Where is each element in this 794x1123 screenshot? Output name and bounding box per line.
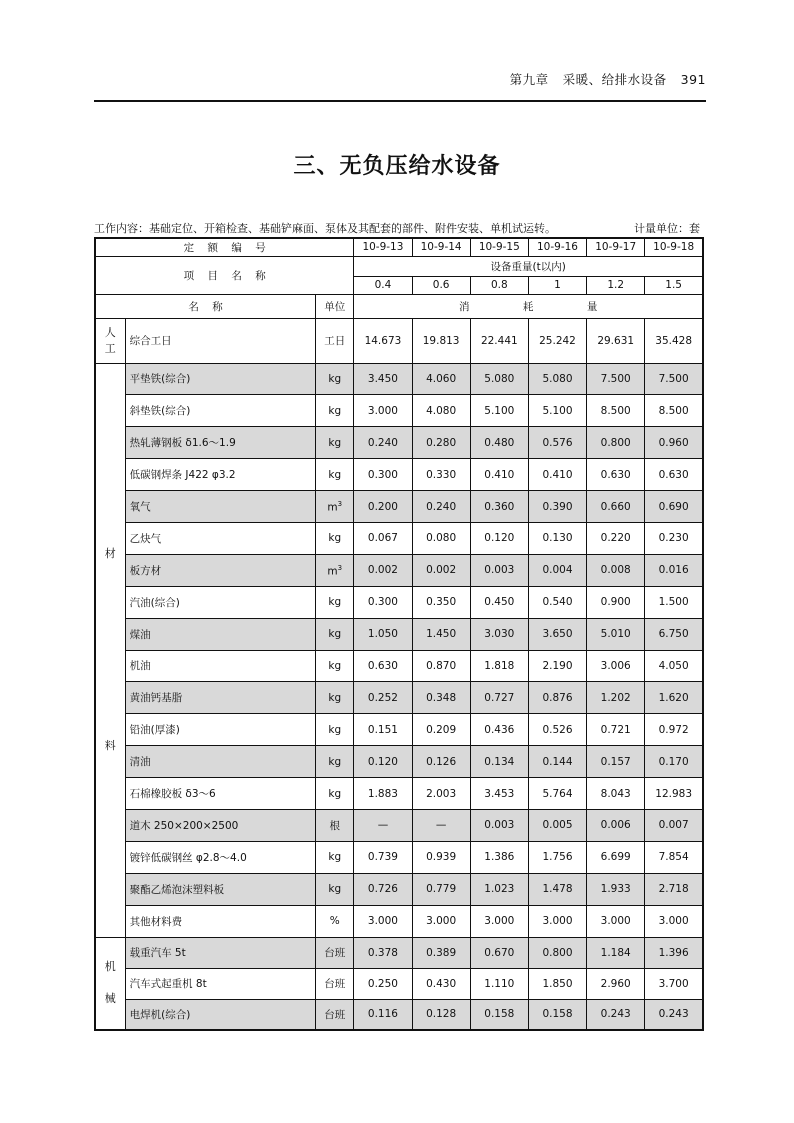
item-value: 25.242 (528, 318, 586, 363)
item-value: 0.080 (412, 522, 470, 554)
item-value: 7.500 (587, 363, 645, 395)
weight-value: 0.6 (412, 276, 470, 294)
item-unit: kg (316, 873, 354, 905)
material-row (95, 746, 703, 778)
item-value: — (412, 809, 470, 841)
page-title: 三、无负压给水设备 (293, 154, 501, 179)
item-value: 7.500 (645, 363, 703, 395)
item-value: 2.718 (645, 873, 703, 905)
item-value: 0.526 (528, 714, 586, 746)
measure-unit: 计量单位：套 (634, 222, 700, 235)
item-unit: $m^3$ (316, 554, 354, 586)
item-value: 14.673 (354, 318, 412, 363)
item-value: 0.252 (354, 682, 412, 714)
item-value: 0.360 (470, 491, 528, 523)
item-value: 0.151 (354, 714, 412, 746)
item-value: 0.130 (528, 522, 586, 554)
item-value: 0.389 (412, 937, 470, 968)
item-value: 0.350 (412, 586, 470, 618)
item-unit: kg (316, 746, 354, 778)
item-value: 0.158 (528, 999, 586, 1030)
quota-code: 10-9-16 (528, 238, 586, 256)
item-value: 0.120 (354, 746, 412, 778)
name-header: 名 称 (95, 294, 316, 318)
item-value: 0.690 (645, 491, 703, 523)
item-value: 5.764 (528, 778, 586, 810)
unit-header: 单位 (316, 294, 354, 318)
item-name: 斜垫铁(综合) (125, 395, 316, 427)
item-name: 汽车式起重机 8t (125, 968, 316, 999)
item-value: 1.202 (587, 682, 645, 714)
item-value: 5.100 (470, 395, 528, 427)
quota-code: 10-9-15 (470, 238, 528, 256)
item-value: 0.220 (587, 522, 645, 554)
item-value: 0.378 (354, 937, 412, 968)
item-value: 0.128 (412, 999, 470, 1030)
material-category: 材 料 (95, 363, 125, 937)
item-value: 0.134 (470, 746, 528, 778)
material-row (95, 491, 703, 523)
item-unit: 工日 (316, 318, 354, 363)
item-value: 8.500 (587, 395, 645, 427)
item-value: 1.883 (354, 778, 412, 810)
weight-value: 1.2 (587, 276, 645, 294)
work-content-line (94, 220, 706, 236)
material-row (95, 459, 703, 491)
item-value: 3.006 (587, 650, 645, 682)
item-value: 3.000 (587, 905, 645, 937)
item-value: 2.003 (412, 778, 470, 810)
item-value: 1.620 (645, 682, 703, 714)
material-row (95, 873, 703, 905)
item-value: 0.116 (354, 999, 412, 1030)
item-value: 0.170 (645, 746, 703, 778)
item-value: 0.576 (528, 427, 586, 459)
item-value: 0.002 (412, 554, 470, 586)
item-value: 4.050 (645, 650, 703, 682)
item-value: 7.854 (645, 841, 703, 873)
item-value: 0.300 (354, 459, 412, 491)
item-value: 3.650 (528, 618, 586, 650)
item-value: 0.436 (470, 714, 528, 746)
running-head (94, 70, 706, 92)
item-unit: kg (316, 586, 354, 618)
item-value: 0.800 (528, 937, 586, 968)
item-value: 1.050 (354, 618, 412, 650)
weight-value: 1 (528, 276, 586, 294)
item-value: 0.240 (354, 427, 412, 459)
item-value: 0.800 (587, 427, 645, 459)
item-value: 0.960 (645, 427, 703, 459)
item-value: 0.410 (470, 459, 528, 491)
item-value: 0.200 (354, 491, 412, 523)
item-name: 机油 (125, 650, 316, 682)
item-value: 0.126 (412, 746, 470, 778)
consumption-header: 消 耗 量 (354, 294, 703, 318)
item-value: 0.006 (587, 809, 645, 841)
item-value: 0.430 (412, 968, 470, 999)
item-value: 0.003 (470, 554, 528, 586)
item-value: 3.700 (645, 968, 703, 999)
item-value: 5.010 (587, 618, 645, 650)
item-unit: kg (316, 427, 354, 459)
quota-code: 10-9-14 (412, 238, 470, 256)
material-row (95, 841, 703, 873)
quota-code: 10-9-18 (645, 238, 703, 256)
item-value: 0.067 (354, 522, 412, 554)
work-content: 工作内容：基础定位、开箱检查、基础铲麻面、泵体及其配套的部件、附件安装、单机试运转。 (94, 222, 556, 235)
item-value: 1.933 (587, 873, 645, 905)
item-value: 3.030 (470, 618, 528, 650)
weight-value: 0.8 (470, 276, 528, 294)
material-row (95, 427, 703, 459)
chapter-label: 第九章 (509, 72, 549, 87)
item-unit: kg (316, 618, 354, 650)
item-value: 0.876 (528, 682, 586, 714)
item-value: 0.002 (354, 554, 412, 586)
item-value: 1.386 (470, 841, 528, 873)
weight-value: 1.5 (645, 276, 703, 294)
item-unit: $m^3$ (316, 491, 354, 523)
machinery-row (95, 999, 703, 1030)
material-row (95, 778, 703, 810)
item-value: 1.500 (645, 586, 703, 618)
item-value: 0.410 (528, 459, 586, 491)
item-name: 煤油 (125, 618, 316, 650)
weight-label-row (95, 256, 703, 276)
item-value: 0.003 (470, 809, 528, 841)
material-row (95, 682, 703, 714)
item-value: 0.939 (412, 841, 470, 873)
item-value: 1.110 (470, 968, 528, 999)
material-row (95, 363, 703, 395)
item-value: 5.080 (470, 363, 528, 395)
page-number: 391 (680, 72, 706, 87)
item-value: 0.540 (528, 586, 586, 618)
item-value: 0.005 (528, 809, 586, 841)
material-row (95, 586, 703, 618)
item-value: 2.190 (528, 650, 586, 682)
item-name: 电焊机(综合) (125, 999, 316, 1030)
machinery-row (95, 937, 703, 968)
quota-code: 10-9-13 (354, 238, 412, 256)
item-value: 4.060 (412, 363, 470, 395)
item-value: 4.080 (412, 395, 470, 427)
item-value: 6.750 (645, 618, 703, 650)
item-value: 8.043 (587, 778, 645, 810)
item-value: 0.008 (587, 554, 645, 586)
quota-table-body (95, 238, 703, 1030)
item-value: 0.209 (412, 714, 470, 746)
quota-code: 10-9-17 (587, 238, 645, 256)
material-row (95, 714, 703, 746)
item-value: 0.630 (587, 459, 645, 491)
item-unit: kg (316, 778, 354, 810)
item-value: 0.480 (470, 427, 528, 459)
item-value: 3.000 (354, 395, 412, 427)
material-row (95, 395, 703, 427)
machinery-row (95, 968, 703, 999)
item-value: — (354, 809, 412, 841)
item-value: 3.000 (528, 905, 586, 937)
item-value: 0.670 (470, 937, 528, 968)
item-value: 3.000 (470, 905, 528, 937)
item-name: 氧气 (125, 491, 316, 523)
item-value: 0.330 (412, 459, 470, 491)
item-name: 道木 250×200×2500 (125, 809, 316, 841)
header-rule (94, 100, 706, 102)
item-value: 0.144 (528, 746, 586, 778)
item-value: 0.004 (528, 554, 586, 586)
item-unit: kg (316, 841, 354, 873)
item-value: 3.453 (470, 778, 528, 810)
item-value: 1.450 (412, 618, 470, 650)
item-value: 0.739 (354, 841, 412, 873)
item-name: 平垫铁(综合) (125, 363, 316, 395)
item-value: 0.157 (587, 746, 645, 778)
item-value: 6.699 (587, 841, 645, 873)
material-row (95, 905, 703, 937)
material-row (95, 522, 703, 554)
weight-value: 0.4 (354, 276, 412, 294)
item-value: 0.450 (470, 586, 528, 618)
item-value: 0.779 (412, 873, 470, 905)
item-value: 5.100 (528, 395, 586, 427)
material-row (95, 618, 703, 650)
item-value: 0.300 (354, 586, 412, 618)
item-value: 0.390 (528, 491, 586, 523)
item-name: 铅油(厚漆) (125, 714, 316, 746)
item-name: 镀锌低碳钢丝 φ2.8～4.0 (125, 841, 316, 873)
item-name: 板方材 (125, 554, 316, 586)
item-value: 22.441 (470, 318, 528, 363)
item-value: 12.983 (645, 778, 703, 810)
item-value: 0.250 (354, 968, 412, 999)
item-value: 0.726 (354, 873, 412, 905)
section-label: 采暖、给排水设备 (562, 72, 667, 87)
item-name: 其他材料费 (125, 905, 316, 937)
item-name: 黄油钙基脂 (125, 682, 316, 714)
item-value: 0.016 (645, 554, 703, 586)
item-unit: kg (316, 522, 354, 554)
item-value: 0.727 (470, 682, 528, 714)
item-value: 0.007 (645, 809, 703, 841)
item-value: 0.120 (470, 522, 528, 554)
item-unit: kg (316, 459, 354, 491)
weight-label: 设备重量(t以内) (354, 256, 703, 276)
item-unit: 台班 (316, 968, 354, 999)
item-value: 0.900 (587, 586, 645, 618)
item-value: 0.230 (645, 522, 703, 554)
item-unit: kg (316, 363, 354, 395)
item-value: 0.660 (587, 491, 645, 523)
item-value: 1.756 (528, 841, 586, 873)
item-name: 汽油(综合) (125, 586, 316, 618)
item-unit: kg (316, 682, 354, 714)
item-value: 0.243 (587, 999, 645, 1030)
item-value: 0.972 (645, 714, 703, 746)
item-value: 1.396 (645, 937, 703, 968)
column-header-row (95, 294, 703, 318)
item-value: 1.023 (470, 873, 528, 905)
item-value: 35.428 (645, 318, 703, 363)
item-value: 3.000 (412, 905, 470, 937)
item-value: 3.450 (354, 363, 412, 395)
item-value: 0.243 (645, 999, 703, 1030)
quota-label: 定 额 编 号 (95, 238, 354, 256)
material-row (95, 809, 703, 841)
material-row (95, 554, 703, 586)
item-value: 0.870 (412, 650, 470, 682)
item-value: 1.818 (470, 650, 528, 682)
item-unit: kg (316, 650, 354, 682)
item-name: 低碳钢焊条 J422 φ3.2 (125, 459, 316, 491)
item-value: 0.721 (587, 714, 645, 746)
item-unit: 根 (316, 809, 354, 841)
item-unit: kg (316, 395, 354, 427)
item-unit: 台班 (316, 999, 354, 1030)
item-name: 载重汽车 5t (125, 937, 316, 968)
labor-row (95, 318, 703, 363)
item-name: 石棉橡胶板 δ3～6 (125, 778, 316, 810)
item-value: 29.631 (587, 318, 645, 363)
item-name: 清油 (125, 746, 316, 778)
item-name-label: 项 目 名 称 (95, 256, 354, 294)
quota-table (94, 237, 704, 1031)
item-value: 19.813 (412, 318, 470, 363)
machinery-category: 机 械 (95, 937, 125, 1030)
item-name: 乙炔气 (125, 522, 316, 554)
item-value: 0.348 (412, 682, 470, 714)
labor-category: 人 工 (95, 318, 125, 363)
item-value: 1.478 (528, 873, 586, 905)
item-value: 2.960 (587, 968, 645, 999)
item-value: 0.158 (470, 999, 528, 1030)
item-unit: kg (316, 714, 354, 746)
item-value: 0.240 (412, 491, 470, 523)
item-value: 3.000 (645, 905, 703, 937)
material-row (95, 650, 703, 682)
item-value: 0.630 (354, 650, 412, 682)
item-value: 5.080 (528, 363, 586, 395)
item-value: 1.184 (587, 937, 645, 968)
item-value: 1.850 (528, 968, 586, 999)
item-unit: 台班 (316, 937, 354, 968)
item-value: 0.630 (645, 459, 703, 491)
item-value: 0.280 (412, 427, 470, 459)
item-name: 热轧薄钢板 δ1.6～1.9 (125, 427, 316, 459)
quota-code-row (95, 238, 703, 256)
item-name: 聚酯乙烯泡沫塑料板 (125, 873, 316, 905)
item-name: 综合工日 (125, 318, 316, 363)
item-value: 8.500 (645, 395, 703, 427)
item-value: 3.000 (354, 905, 412, 937)
item-unit: % (316, 905, 354, 937)
